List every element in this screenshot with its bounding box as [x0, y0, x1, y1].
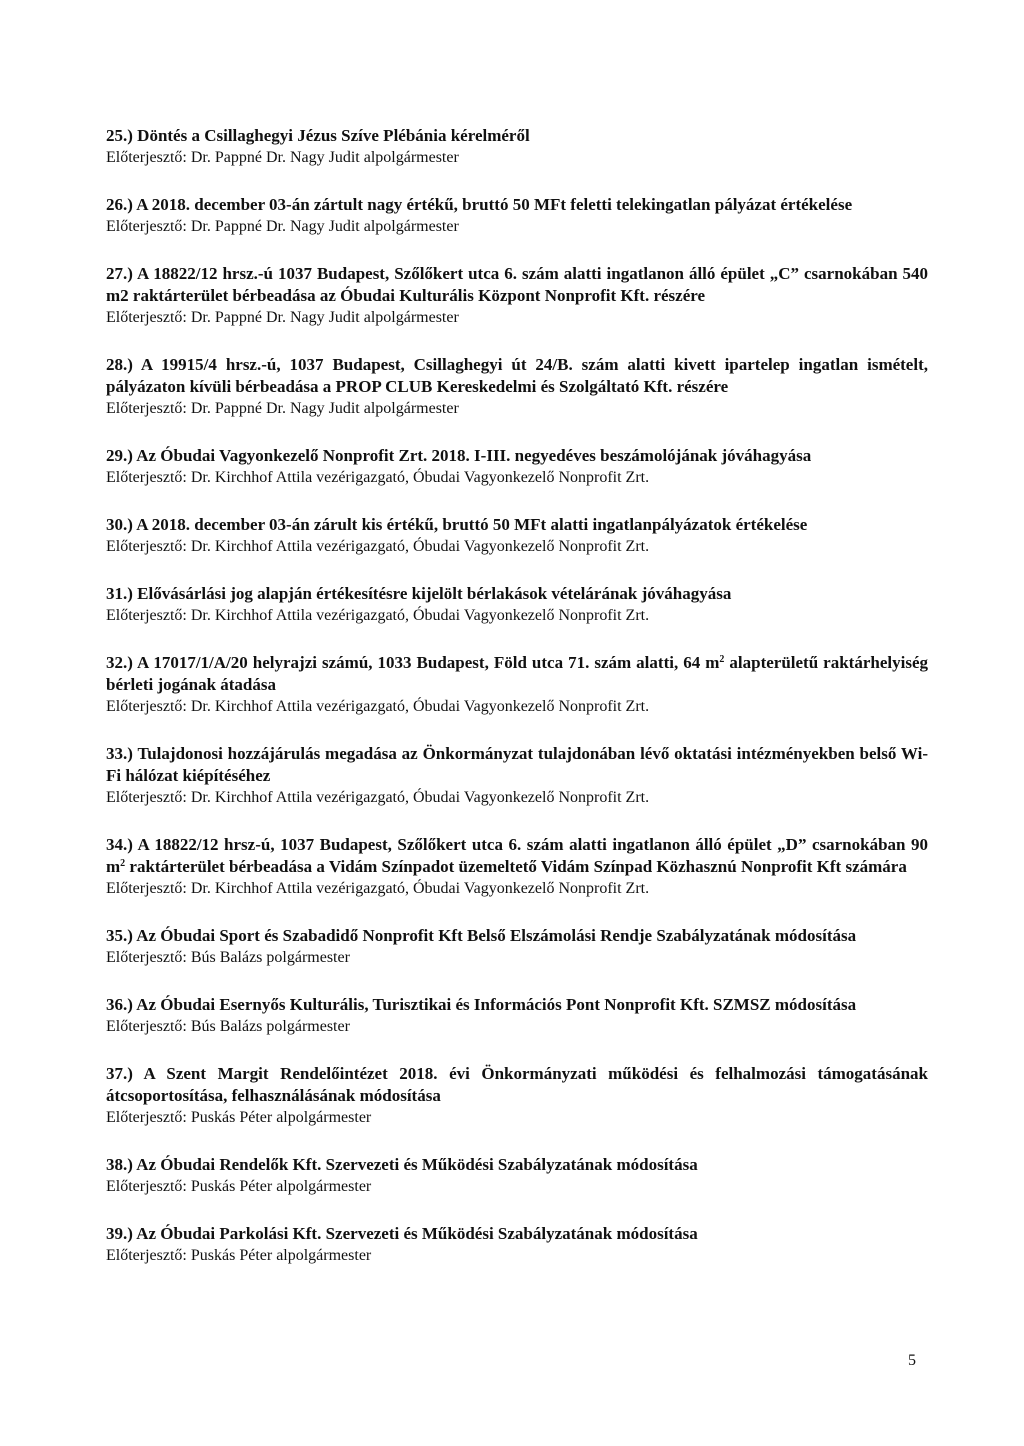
agenda-item-title: 27.) A 18822/12 hrsz.-ú 1037 Budapest, Szőlőkert utca 6. szám alatti ingatlanon álló épület „C” csarnokában 540 m2 raktárterület bérbeadása az Óbudai Kulturális Központ Nonprofit Kft. részére — [106, 264, 928, 305]
agenda-item-title: 39.) Az Óbudai Parkolási Kft. Szervezeti és Működési Szabályzatának módosítása — [106, 1224, 698, 1243]
agenda-item-presenter: Előterjesztő: Dr. Pappné Dr. Nagy Judit alpolgármester — [106, 149, 459, 166]
agenda-item-39 — [106, 1223, 928, 1267]
agenda-list — [106, 125, 928, 1292]
agenda-item-title: 28.) A 19915/4 hrsz.-ú, 1037 Budapest, Csillaghegyi út 24/B. szám alatti kivett ipartelep ingatlan ismételt, pályázaton kívüli bérbeadása a PROP CLUB Kereskedelmi és Szolgáltató Kft. részére — [106, 355, 928, 396]
agenda-item-32 — [106, 652, 928, 718]
agenda-item-presenter: Előterjesztő: Dr. Kirchhof Attila vezérigazgató, Óbudai Vagyonkezelő Nonprofit Zrt. — [106, 607, 650, 624]
agenda-item-title — [106, 652, 928, 696]
page-number: 5 — [908, 1352, 916, 1369]
agenda-item-presenter: Előterjesztő: Puskás Péter alpolgármester — [106, 1247, 372, 1264]
agenda-item-36 — [106, 994, 928, 1038]
agenda-item-35 — [106, 925, 928, 969]
agenda-item-25 — [106, 125, 928, 169]
agenda-item-30 — [106, 514, 928, 558]
agenda-item-title: 33.) Tulajdonosi hozzájárulás megadása az Önkormányzat tulajdonában lévő oktatási intézményekben belső Wi-Fi hálózat kiépítéséhez — [106, 744, 928, 785]
agenda-item-presenter: Előterjesztő: Dr. Kirchhof Attila vezérigazgató, Óbudai Vagyonkezelő Nonprofit Zrt. — [106, 538, 650, 555]
agenda-item-title: 31.) Elővásárlási jog alapján értékesítésre kijelölt bérlakások vételárának jóváhagyása — [106, 584, 732, 603]
agenda-item-38 — [106, 1154, 928, 1198]
agenda-item-title-text: 32.) A 17017/1/A/20 helyrajzi számú, 1033 Budapest, Föld utca 71. szám alatti, 64 m — [106, 653, 720, 672]
agenda-item-title — [106, 834, 928, 878]
agenda-item-33 — [106, 743, 928, 809]
agenda-item-presenter: Előterjesztő: Puskás Péter alpolgármester — [106, 1178, 372, 1195]
agenda-item-presenter: Előterjesztő: Dr. Kirchhof Attila vezérigazgató, Óbudai Vagyonkezelő Nonprofit Zrt. — [106, 789, 650, 806]
agenda-item-title: 35.) Az Óbudai Sport és Szabadidő Nonprofit Kft Belső Elszámolási Rendje Szabályzatának módosítása — [106, 926, 857, 945]
agenda-item-title: 26.) A 2018. december 03-án zártult nagy értékű, bruttó 50 MFt feletti telekingatlan pályázat értékelése — [106, 195, 853, 214]
agenda-item-presenter: Előterjesztő: Dr. Kirchhof Attila vezérigazgató, Óbudai Vagyonkezelő Nonprofit Zrt. — [106, 880, 650, 897]
agenda-item-37 — [106, 1063, 928, 1129]
agenda-item-31 — [106, 583, 928, 627]
agenda-item-29 — [106, 445, 928, 489]
agenda-item-presenter: Előterjesztő: Bús Balázs polgármester — [106, 1018, 350, 1035]
agenda-item-title: 38.) Az Óbudai Rendelők Kft. Szervezeti és Működési Szabályzatának módosítása — [106, 1155, 698, 1174]
superscript-unit: 2 — [719, 654, 725, 665]
agenda-item-presenter: Előterjesztő: Puskás Péter alpolgármester — [106, 1109, 372, 1126]
agenda-item-presenter: Előterjesztő: Bús Balázs polgármester — [106, 949, 350, 966]
agenda-item-title: 29.) Az Óbudai Vagyonkezelő Nonprofit Zrt. 2018. I-III. negyedéves beszámolójának jóváhagyása — [106, 446, 812, 465]
superscript-unit: 2 — [120, 858, 126, 869]
agenda-item-28 — [106, 354, 928, 420]
agenda-item-title: 25.) Döntés a Csillaghegyi Jézus Szíve Plébánia kérelméről — [106, 126, 530, 145]
agenda-item-presenter: Előterjesztő: Dr. Kirchhof Attila vezérigazgató, Óbudai Vagyonkezelő Nonprofit Zrt. — [106, 698, 650, 715]
agenda-item-title: 30.) A 2018. december 03-án zárult kis értékű, bruttó 50 MFt alatti ingatlanpályázatok értékelése — [106, 515, 808, 534]
agenda-item-title-text: alapterületű raktárhelyiség bérleti jogának átadása — [106, 653, 928, 694]
agenda-item-presenter: Előterjesztő: Dr. Pappné Dr. Nagy Judit alpolgármester — [106, 400, 459, 417]
agenda-item-title-text: raktárterület bérbeadása a Vidám Színpadot üzemeltető Vidám Színpad Közhasznú Nonprofit Kft számára — [125, 857, 907, 876]
agenda-item-presenter: Előterjesztő: Dr. Kirchhof Attila vezérigazgató, Óbudai Vagyonkezelő Nonprofit Zrt. — [106, 469, 650, 486]
agenda-item-title: 36.) Az Óbudai Esernyős Kulturális, Turisztikai és Információs Pont Nonprofit Kft. SZMSZ módosítása — [106, 995, 857, 1014]
agenda-item-34 — [106, 834, 928, 900]
agenda-item-27 — [106, 263, 928, 329]
agenda-item-title: 37.) A Szent Margit Rendelőintézet 2018. évi Önkormányzati működési és felhalmozási támogatásának átcsoportosítása, felhasználásának módosítása — [106, 1064, 928, 1105]
agenda-item-presenter: Előterjesztő: Dr. Pappné Dr. Nagy Judit alpolgármester — [106, 309, 459, 326]
agenda-item-26 — [106, 194, 928, 238]
agenda-item-presenter: Előterjesztő: Dr. Pappné Dr. Nagy Judit alpolgármester — [106, 218, 459, 235]
agenda-item-title-text: 34.) A 18822/12 hrsz-ú, 1037 Budapest, Szőlőkert utca 6. szám alatti ingatlanon álló épület „D” csarnokában 90 m — [106, 835, 928, 876]
